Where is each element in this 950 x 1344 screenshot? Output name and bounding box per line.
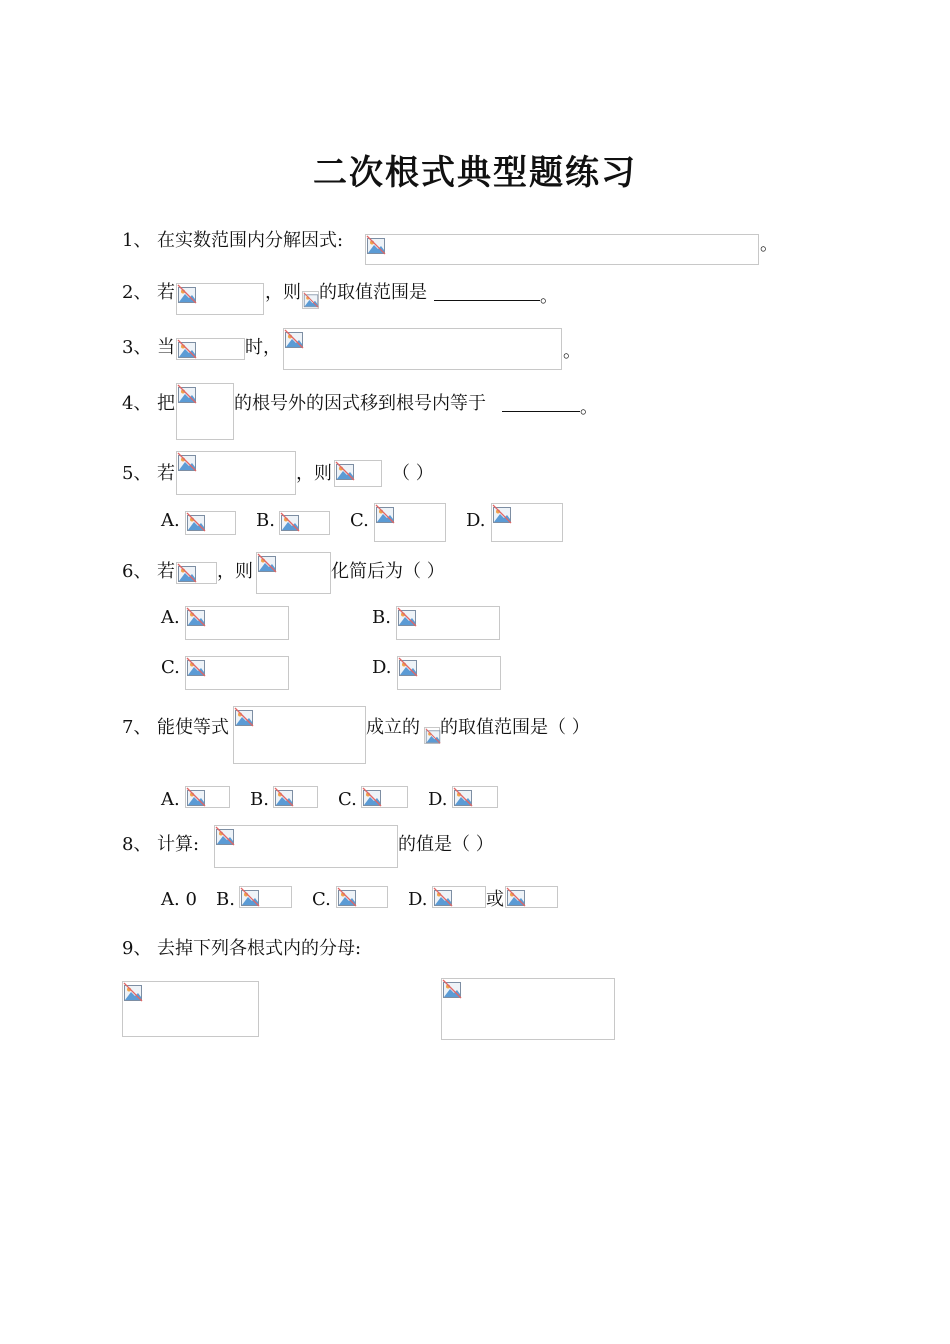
formula-image bbox=[365, 234, 759, 265]
formula-image bbox=[176, 451, 296, 495]
formula-image bbox=[176, 338, 245, 360]
answer-paren: （ ） bbox=[392, 463, 434, 484]
option-label-a: A. 0 bbox=[161, 889, 197, 910]
option-label-a: A. bbox=[161, 789, 180, 810]
broken-image-icon bbox=[123, 982, 143, 1002]
option-label-c: C. bbox=[161, 657, 180, 678]
broken-image-icon bbox=[425, 728, 441, 744]
question-number: 1、 bbox=[122, 230, 152, 251]
option-image-b[interactable] bbox=[239, 886, 292, 908]
broken-image-icon bbox=[398, 657, 418, 677]
question-text: 成立的 bbox=[366, 717, 420, 738]
option-label-d: D. bbox=[466, 510, 486, 531]
question-text: 去掉下列各根式内的分母: bbox=[157, 938, 362, 959]
option-image-a[interactable] bbox=[185, 511, 236, 535]
formula-image bbox=[424, 727, 440, 744]
question-number: 2、 bbox=[122, 282, 152, 303]
broken-image-icon bbox=[177, 563, 197, 583]
option-image-d-alt[interactable] bbox=[505, 886, 558, 908]
broken-image-icon bbox=[274, 787, 294, 807]
question-text: 若 bbox=[157, 282, 175, 303]
option-image-d[interactable] bbox=[397, 656, 501, 690]
question-text: 能使等式 bbox=[157, 717, 229, 738]
question-number: 9、 bbox=[122, 938, 152, 959]
broken-image-icon bbox=[397, 607, 417, 627]
question-number: 5、 bbox=[122, 463, 152, 484]
question-text: 计算: bbox=[157, 834, 200, 855]
broken-image-icon bbox=[453, 787, 473, 807]
broken-image-icon bbox=[257, 553, 277, 573]
broken-image-icon bbox=[362, 787, 382, 807]
answer-blank[interactable] bbox=[434, 282, 540, 301]
broken-image-icon bbox=[366, 235, 386, 255]
option-image-d[interactable] bbox=[491, 503, 563, 542]
question-text: 的值是（ ） bbox=[398, 834, 494, 855]
option-label-c: C. bbox=[338, 789, 357, 810]
punctuation: 。 bbox=[540, 286, 558, 307]
broken-image-icon bbox=[186, 512, 206, 532]
question-number: 7、 bbox=[122, 717, 152, 738]
option-label-a: A. bbox=[161, 510, 180, 531]
option-image-b[interactable] bbox=[396, 606, 500, 640]
question-text: 若 bbox=[157, 463, 175, 484]
question-text: 在实数范围内分解因式: bbox=[157, 230, 344, 251]
option-image-d[interactable] bbox=[432, 886, 486, 908]
broken-image-icon bbox=[442, 979, 462, 999]
question-number: 4、 bbox=[122, 393, 152, 414]
broken-image-icon bbox=[280, 512, 300, 532]
option-label-c: C. bbox=[312, 889, 331, 910]
question-text: ，则 bbox=[217, 561, 253, 582]
broken-image-icon bbox=[240, 887, 260, 907]
option-label-b: B. bbox=[216, 889, 235, 910]
option-label-b: B. bbox=[250, 789, 269, 810]
broken-image-icon bbox=[177, 384, 197, 404]
option-label-b: B. bbox=[372, 607, 391, 628]
broken-image-icon bbox=[492, 504, 512, 524]
option-label-d: D. bbox=[428, 789, 448, 810]
broken-image-icon bbox=[177, 339, 197, 359]
broken-image-icon bbox=[186, 607, 206, 627]
question-text: 若 bbox=[157, 561, 175, 582]
option-image-a[interactable] bbox=[185, 606, 289, 640]
option-image-c[interactable] bbox=[374, 503, 446, 542]
formula-image bbox=[233, 706, 366, 764]
or-text: 或 bbox=[486, 889, 504, 910]
formula-image bbox=[176, 562, 217, 584]
option-image-b[interactable] bbox=[273, 786, 318, 808]
broken-image-icon bbox=[375, 504, 395, 524]
option-image-a[interactable] bbox=[185, 786, 230, 808]
question-text: ，则 bbox=[296, 463, 332, 484]
option-image-b[interactable] bbox=[279, 511, 330, 535]
broken-image-icon bbox=[337, 887, 357, 907]
page-title: 二次根式典型题练习 bbox=[313, 153, 637, 193]
broken-image-icon bbox=[215, 826, 235, 846]
formula-image bbox=[176, 383, 234, 440]
punctuation: 。 bbox=[760, 234, 778, 255]
option-label-d: D. bbox=[408, 889, 428, 910]
broken-image-icon bbox=[234, 707, 254, 727]
broken-image-icon bbox=[177, 452, 197, 472]
formula-image bbox=[214, 825, 398, 868]
formula-image bbox=[441, 978, 615, 1040]
question-text: 时， bbox=[245, 337, 281, 358]
punctuation: 。 bbox=[563, 341, 581, 362]
question-text: 的取值范围是 bbox=[319, 282, 427, 303]
formula-image bbox=[122, 981, 259, 1037]
option-label-b: B. bbox=[256, 510, 275, 531]
formula-image bbox=[256, 552, 331, 594]
broken-image-icon bbox=[284, 329, 304, 349]
question-text: ，则 bbox=[265, 282, 301, 303]
option-image-c[interactable] bbox=[361, 786, 408, 808]
formula-image bbox=[283, 328, 562, 370]
option-image-d[interactable] bbox=[452, 786, 498, 808]
option-label-c: C. bbox=[350, 510, 369, 531]
question-text: 的取值范围是（ ） bbox=[440, 717, 590, 738]
question-number: 6、 bbox=[122, 561, 152, 582]
question-text: 的根号外的因式移到根号内等于 bbox=[234, 393, 486, 414]
question-text: 当 bbox=[157, 337, 175, 358]
formula-image bbox=[176, 283, 264, 315]
option-image-c[interactable] bbox=[185, 656, 289, 690]
question-number: 3、 bbox=[122, 337, 152, 358]
broken-image-icon bbox=[506, 887, 526, 907]
broken-image-icon bbox=[303, 292, 319, 308]
punctuation: 。 bbox=[580, 397, 598, 418]
question-number: 8、 bbox=[122, 834, 152, 855]
broken-image-icon bbox=[177, 284, 197, 304]
question-text: 化简后为（ ） bbox=[331, 561, 445, 582]
option-label-d: D. bbox=[372, 657, 392, 678]
broken-image-icon bbox=[186, 657, 206, 677]
option-image-c[interactable] bbox=[336, 886, 388, 908]
question-text: 把 bbox=[157, 393, 175, 414]
formula-image bbox=[302, 291, 319, 309]
option-label-a: A. bbox=[161, 607, 180, 628]
broken-image-icon bbox=[335, 461, 355, 481]
broken-image-icon bbox=[186, 787, 206, 807]
answer-blank[interactable] bbox=[502, 393, 580, 412]
formula-image bbox=[334, 460, 382, 487]
broken-image-icon bbox=[433, 887, 453, 907]
